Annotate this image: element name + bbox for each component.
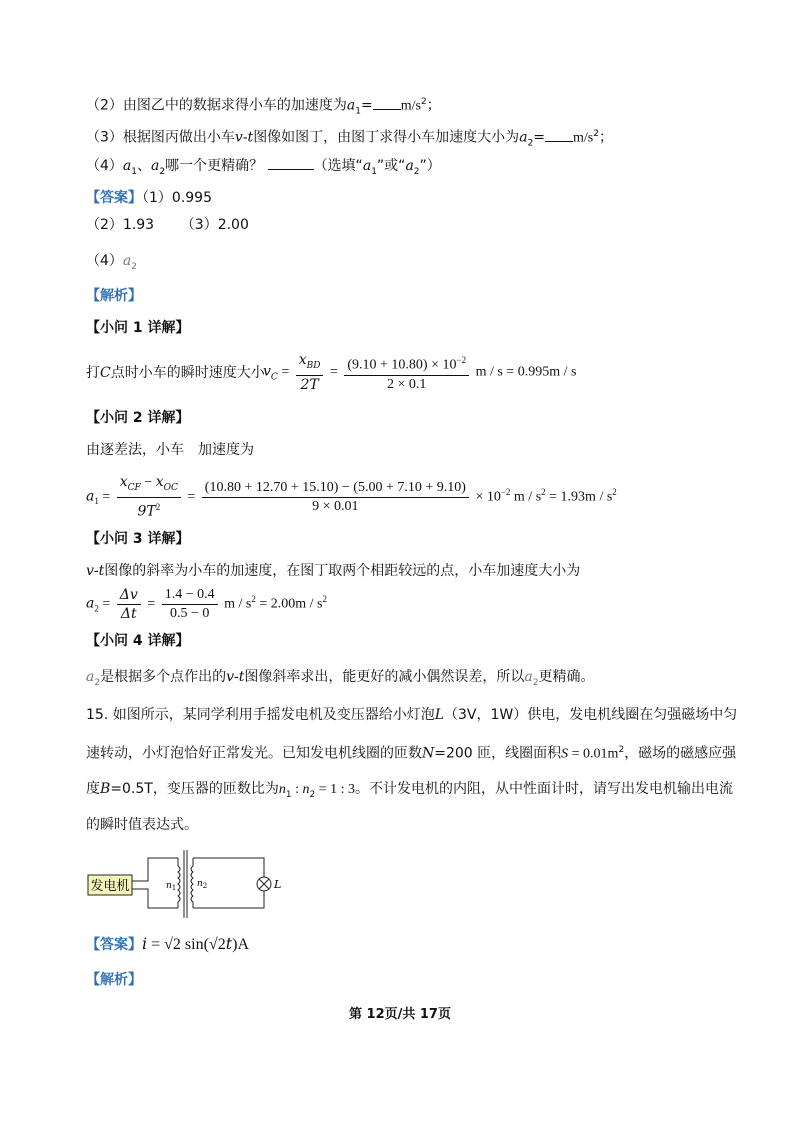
transformer-circuit-diagram bbox=[86, 848, 286, 918]
sub-4-heading: 【小问 4 详解】 bbox=[86, 633, 190, 649]
sub-1-heading: 【小问 1 详解】 bbox=[86, 320, 190, 336]
sub-2-intro: 由逐差法，小车 加速度为 bbox=[86, 442, 254, 458]
sub-1-text: 打C点时小车的瞬时速度大小 bbox=[86, 365, 265, 381]
generator-label: 发电机 bbox=[90, 879, 130, 894]
answer-blank[interactable] bbox=[268, 169, 314, 170]
lamp-label: L bbox=[274, 878, 282, 891]
analysis-15-tag: 【解析】 bbox=[86, 972, 142, 988]
formula-velocity: $v_C$ = $\frac{x_{BD}}{2T}$ = $\frac{(9.10 + 10.80) \times 10^{-2}}{2 \times 0.1}$ m / s = 0.995m / s bbox=[263, 352, 577, 393]
n1-label: $n_1$ bbox=[166, 881, 177, 892]
q15-line-4: 的瞬时值表达式。 bbox=[86, 817, 198, 833]
answer-tag: 【答案】 bbox=[86, 190, 142, 206]
question-4: $(4)a_1$、$a_2$哪一个更精确？ （选填“$a_1$”或“$a_2$”） bbox=[86, 158, 441, 177]
secondary-coil bbox=[191, 858, 193, 908]
q15-line-3: 度B=0.5T，变压器的匝数比为$n_1$ : $n_2 = 1$ : 3。不计发电机的内阻，从中性面计时，请写出发电机输出电流 bbox=[86, 781, 733, 800]
primary-coil bbox=[178, 858, 180, 908]
answer-tag: 【答案】 bbox=[86, 937, 142, 953]
answer-15-line bbox=[86, 934, 249, 955]
sub-2-heading: 【小问 2 详解】 bbox=[86, 410, 190, 426]
sub-3-intro: v-t图像的斜率为小车的加速度，在图丁取两个相距较远的点，小车加速度大小为 bbox=[86, 563, 581, 579]
lamp-cross bbox=[259, 879, 269, 889]
question-2: （2）由图乙中的数据求得小车的加速度为$a_1= m/s^2$； bbox=[86, 97, 441, 117]
answer-4-line: $(4)a_2$ bbox=[86, 253, 138, 272]
question-3: （3）根据图丙做出小车v-t图像如图丁，由图丁求得小车加速度大小为$a_2= m/s^2$； bbox=[86, 129, 613, 149]
answer-2-3-line: （2）1.93 （3）2.00 bbox=[86, 217, 249, 233]
sub-4-text: $a_2$是根据多个点作出的v-t图像斜率求出，能更好的减小偶然误差，所以$a_2$更精确。 bbox=[86, 669, 595, 688]
q15-line-1: 15. 如图所示，某同学利用手摇发电机及变压器给小灯泡L（3V，1W）供电，发电机线圈在匀强磁场中匀 bbox=[86, 707, 738, 723]
answer-1-line: 【答案】（1）0.995 bbox=[86, 190, 212, 206]
q15-line-2: 速转动，小灯泡恰好正常发光。已知发电机线圈的匝数N=200 匝，线圈面积$S = 0.01m^2$，磁场的磁感应强 bbox=[86, 745, 737, 762]
current-expression: i = √2 sin(√2t)A bbox=[142, 934, 250, 953]
answer-blank[interactable] bbox=[545, 141, 573, 142]
formula-acceleration-2: $a_2$ = $\frac{\Delta v}{\Delta t}$ = $\frac{1.4 - 0.4}{0.5 - 0}$ $m / s^2 = 2.00m / s^2$ bbox=[86, 587, 327, 622]
n2-label: $n_2$ bbox=[197, 879, 208, 890]
formula-acceleration-1: $a_1$ = $\frac{x_{CF} - x_{OC}}{9T^2}$ = $\frac{(10.80 + 12.70 + 15.10) - (5.00 + 7.10 + 9.10)}{9 \times 0.01}$ × $10^{-2}$ $m / s^2 = 1.93m / s^2$ bbox=[86, 474, 617, 520]
answer-blank[interactable] bbox=[373, 109, 401, 110]
analysis-tag: 【解析】 bbox=[86, 288, 142, 304]
page-footer: 第 12页/共 17页 bbox=[349, 1007, 451, 1022]
sub-3-heading: 【小问 3 详解】 bbox=[86, 531, 190, 547]
